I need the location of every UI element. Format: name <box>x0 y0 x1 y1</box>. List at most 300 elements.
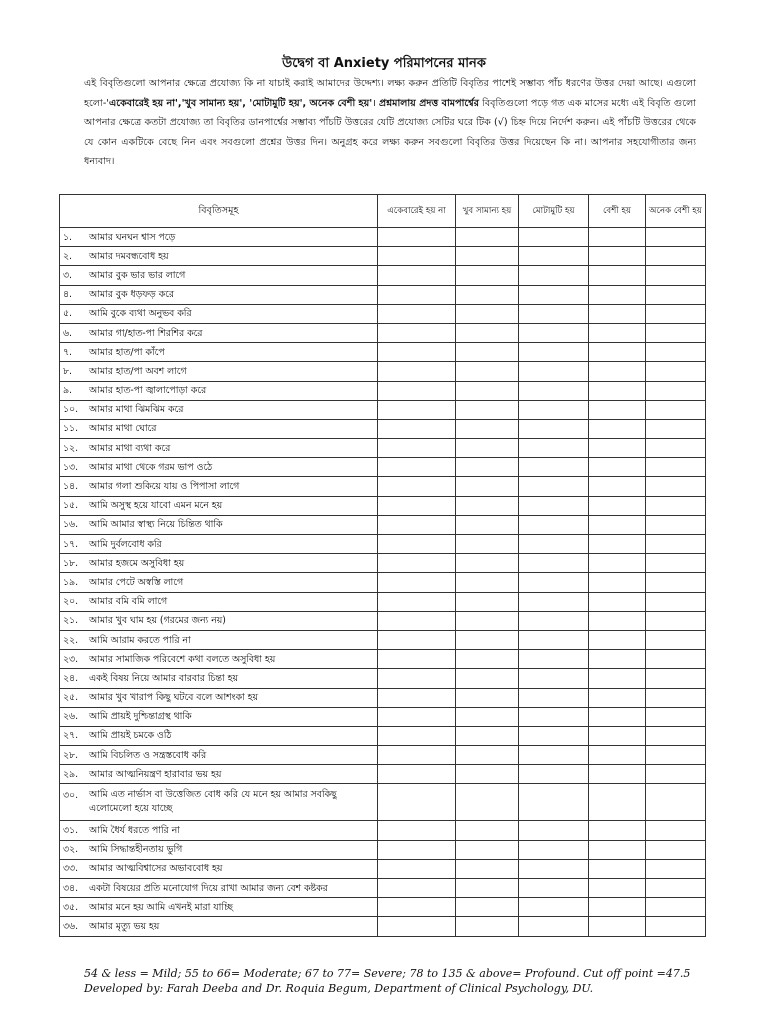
answer-cell-very-little[interactable] <box>456 285 519 304</box>
statement-cell <box>60 917 378 936</box>
answer-cell-much[interactable] <box>589 840 646 859</box>
item-number: ১৫. <box>63 500 79 512</box>
table-row <box>60 650 706 669</box>
statement-cell <box>60 765 378 784</box>
answer-cell-much[interactable] <box>589 400 646 419</box>
table-row <box>60 707 706 726</box>
statement-cell <box>60 879 378 898</box>
answer-cell-not-at-all[interactable] <box>378 496 456 515</box>
answer-cell-not-at-all[interactable] <box>378 400 456 419</box>
footer <box>84 966 690 996</box>
item-number: ২৯. <box>63 768 79 780</box>
answer-cell-not-at-all[interactable] <box>378 592 456 611</box>
answer-cell-moderate[interactable] <box>519 419 589 438</box>
statement-cell <box>60 650 378 669</box>
table-row <box>60 458 706 477</box>
answer-cell-moderate[interactable] <box>519 573 589 592</box>
answer-cell-very-much[interactable] <box>646 535 706 554</box>
item-number: ১৯. <box>63 576 79 588</box>
statement-text: আমি দুর্বলবোধ করি <box>89 538 162 550</box>
answer-cell-much[interactable] <box>589 784 646 821</box>
answer-cell-very-much[interactable] <box>646 630 706 649</box>
answer-cell-not-at-all[interactable] <box>378 840 456 859</box>
statement-text: আমার খুব ঘাম হয় (গরমের জন্য নয়) <box>89 615 226 627</box>
answer-cell-very-little[interactable] <box>456 592 519 611</box>
statement-cell <box>60 266 378 285</box>
table-row <box>60 496 706 515</box>
item-number: ৩৪. <box>63 882 79 894</box>
table-row <box>60 362 706 381</box>
statement-text: আমার খুব খারাপ কিছু ঘটবে বলে আশংকা হয় <box>89 692 258 704</box>
answer-cell-very-much[interactable] <box>646 898 706 917</box>
statement-cell <box>60 419 378 438</box>
answer-cell-very-little[interactable] <box>456 228 519 247</box>
answer-cell-moderate[interactable] <box>519 859 589 878</box>
answer-cell-much[interactable] <box>589 554 646 573</box>
statement-text: আমার বুক ধড়ফড় করে <box>89 289 174 301</box>
answer-cell-moderate[interactable] <box>519 688 589 707</box>
answer-cell-moderate[interactable] <box>519 840 589 859</box>
answer-cell-much[interactable] <box>589 859 646 878</box>
answer-cell-moderate[interactable] <box>519 765 589 784</box>
answer-cell-very-much[interactable] <box>646 496 706 515</box>
answer-cell-very-much[interactable] <box>646 228 706 247</box>
statement-cell <box>60 323 378 342</box>
answer-cell-very-little[interactable] <box>456 247 519 266</box>
table-row <box>60 266 706 285</box>
answer-cell-very-little[interactable] <box>456 515 519 534</box>
answer-cell-not-at-all[interactable] <box>378 707 456 726</box>
answer-cell-not-at-all[interactable] <box>378 266 456 285</box>
item-number: ৩৩. <box>63 863 79 875</box>
item-number: ১৮. <box>63 557 79 569</box>
statement-text: আমি ধৈর্য ধরতে পারি না <box>89 825 180 837</box>
answer-cell-not-at-all[interactable] <box>378 554 456 573</box>
table-row <box>60 898 706 917</box>
answer-cell-not-at-all[interactable] <box>378 650 456 669</box>
statement-text: আমার গলা শুকিয়ে যায় ও পিপাসা লাগে <box>89 481 240 493</box>
instructions <box>84 74 696 172</box>
answer-cell-very-little[interactable] <box>456 707 519 726</box>
statement-cell <box>60 554 378 573</box>
answer-cell-moderate[interactable] <box>519 726 589 745</box>
answer-cell-not-at-all[interactable] <box>378 439 456 458</box>
answer-cell-much[interactable] <box>589 630 646 649</box>
answer-cell-moderate[interactable] <box>519 879 589 898</box>
statement-text: আমার আত্মবিশ্বাসের অভাববোধ হয় <box>89 863 223 875</box>
instructions-text-1: এই বিবৃতিগুলো আপনার ক্ষেত্রে প্রযোজ্য কি না যাচাই করাই আমাদের উদ্দেশ্য। লক্ষ্য করুন প্রতিটি বিবৃতির পাশেই সম্ভাব্য পাঁচ ধরণের উত্তর দেয়া আছে। এগুলো হলো-' <box>84 78 696 109</box>
table-row <box>60 381 706 400</box>
statement-cell <box>60 515 378 534</box>
statement-cell <box>60 688 378 707</box>
answer-cell-very-little[interactable] <box>456 669 519 688</box>
answer-cell-not-at-all[interactable] <box>378 419 456 438</box>
answer-cell-not-at-all[interactable] <box>378 343 456 362</box>
item-number: ২০. <box>63 596 79 608</box>
answer-cell-very-little[interactable] <box>456 496 519 515</box>
header-very-little: খুব সামান্য হয় <box>456 195 519 228</box>
answer-cell-much[interactable] <box>589 515 646 534</box>
answer-cell-not-at-all[interactable] <box>378 515 456 534</box>
answer-cell-very-little[interactable] <box>456 266 519 285</box>
answer-cell-not-at-all[interactable] <box>378 323 456 342</box>
statement-text: আমি প্রায়ই দুশ্চিন্তাগ্রস্থ থাকি <box>89 711 192 723</box>
item-number: ৩৬. <box>63 920 79 932</box>
answer-cell-very-much[interactable] <box>646 707 706 726</box>
answer-cell-much[interactable] <box>589 573 646 592</box>
answer-cell-much[interactable] <box>589 477 646 496</box>
table-row <box>60 573 706 592</box>
statement-cell <box>60 228 378 247</box>
item-number: ২৩. <box>63 653 79 665</box>
statement-cell <box>60 669 378 688</box>
answer-cell-very-much[interactable] <box>646 554 706 573</box>
answer-cell-very-little[interactable] <box>456 879 519 898</box>
table-row <box>60 669 706 688</box>
statement-cell <box>60 496 378 515</box>
answer-cell-moderate[interactable] <box>519 496 589 515</box>
answer-cell-very-much[interactable] <box>646 362 706 381</box>
table-row <box>60 784 706 821</box>
answer-cell-very-much[interactable] <box>646 439 706 458</box>
answer-cell-not-at-all[interactable] <box>378 784 456 821</box>
answer-cell-not-at-all[interactable] <box>378 228 456 247</box>
answer-cell-very-much[interactable] <box>646 515 706 534</box>
item-number: ৫. <box>63 308 72 320</box>
answer-cell-not-at-all[interactable] <box>378 630 456 649</box>
answer-cell-much[interactable] <box>589 821 646 840</box>
answer-cell-much[interactable] <box>589 381 646 400</box>
answer-cell-not-at-all[interactable] <box>378 765 456 784</box>
answer-cell-not-at-all[interactable] <box>378 726 456 745</box>
item-number: ২৫. <box>63 692 79 704</box>
answer-cell-moderate[interactable] <box>519 266 589 285</box>
answer-cell-very-much[interactable] <box>646 726 706 745</box>
answer-cell-very-much[interactable] <box>646 746 706 765</box>
answer-cell-very-much[interactable] <box>646 840 706 859</box>
header-very-much: অনেক বেশী হয় <box>646 195 706 228</box>
answer-cell-very-much[interactable] <box>646 879 706 898</box>
table-row <box>60 343 706 362</box>
statement-text: আমার মাথা ঘোরে <box>89 423 157 435</box>
answer-cell-much[interactable] <box>589 323 646 342</box>
answer-cell-very-little[interactable] <box>456 458 519 477</box>
answer-cell-very-little[interactable] <box>456 859 519 878</box>
statement-cell <box>60 458 378 477</box>
statement-cell <box>60 247 378 266</box>
item-number: ৪. <box>63 289 72 301</box>
answer-cell-moderate[interactable] <box>519 535 589 554</box>
answer-cell-not-at-all[interactable] <box>378 247 456 266</box>
answer-cell-moderate[interactable] <box>519 611 589 630</box>
item-number: ৩০. <box>63 790 79 802</box>
answer-cell-very-much[interactable] <box>646 458 706 477</box>
item-number: ৭. <box>63 346 72 358</box>
statement-cell <box>60 381 378 400</box>
answer-cell-very-much[interactable] <box>646 266 706 285</box>
table-row <box>60 535 706 554</box>
answer-cell-very-little[interactable] <box>456 688 519 707</box>
answer-cell-moderate[interactable] <box>519 477 589 496</box>
statement-cell <box>60 439 378 458</box>
answer-cell-very-little[interactable] <box>456 746 519 765</box>
answer-cell-much[interactable] <box>589 266 646 285</box>
answer-cell-very-little[interactable] <box>456 343 519 362</box>
answer-cell-much[interactable] <box>589 458 646 477</box>
answer-cell-not-at-all[interactable] <box>378 821 456 840</box>
table-body <box>60 228 706 937</box>
statement-text: আমার হাত/পা অবশ লাগে <box>89 365 187 377</box>
answer-cell-much[interactable] <box>589 247 646 266</box>
answer-cell-not-at-all[interactable] <box>378 688 456 707</box>
answer-cell-very-little[interactable] <box>456 821 519 840</box>
answer-cell-not-at-all[interactable] <box>378 285 456 304</box>
table-row <box>60 439 706 458</box>
table-row <box>60 285 706 304</box>
answer-cell-moderate[interactable] <box>519 515 589 534</box>
answer-cell-very-little[interactable] <box>456 726 519 745</box>
answer-cell-very-much[interactable] <box>646 304 706 323</box>
answer-cell-very-little[interactable] <box>456 611 519 630</box>
answer-cell-very-little[interactable] <box>456 784 519 821</box>
answer-cell-much[interactable] <box>589 917 646 936</box>
answer-cell-moderate[interactable] <box>519 381 589 400</box>
answer-cell-not-at-all[interactable] <box>378 859 456 878</box>
answer-cell-moderate[interactable] <box>519 592 589 611</box>
statement-text: আমি এত নার্ভাস বা উত্তেজিত বোধ করি যে মনে হয় আমার সবকিছু এলোমেলো হয়ে যাচ্ছে <box>89 789 337 815</box>
answer-cell-very-little[interactable] <box>456 477 519 496</box>
answer-cell-very-much[interactable] <box>646 669 706 688</box>
answer-cell-very-much[interactable] <box>646 650 706 669</box>
answer-cell-very-little[interactable] <box>456 304 519 323</box>
answer-cell-very-little[interactable] <box>456 323 519 342</box>
answer-cell-very-little[interactable] <box>456 362 519 381</box>
statement-text: আমার পেটে অস্বস্তি লাগে <box>89 576 184 588</box>
answer-cell-moderate[interactable] <box>519 898 589 917</box>
item-number: ১. <box>63 231 72 243</box>
answer-cell-much[interactable] <box>589 765 646 784</box>
table-row <box>60 228 706 247</box>
statement-text: আমার মাথা ব্যথা করে <box>89 442 171 454</box>
table-row <box>60 400 706 419</box>
instructions-emphasis: প্রশ্নমালায় প্রদত্ত বামপার্শ্বের <box>378 97 479 109</box>
answer-cell-much[interactable] <box>589 362 646 381</box>
answer-cell-not-at-all[interactable] <box>378 611 456 630</box>
answer-cell-not-at-all[interactable] <box>378 746 456 765</box>
statement-text: আমি বিচলিত ও সন্ত্রস্তবোধ করি <box>89 749 207 761</box>
answer-cell-much[interactable] <box>589 650 646 669</box>
answer-cell-moderate[interactable] <box>519 247 589 266</box>
table-row <box>60 879 706 898</box>
table-row <box>60 726 706 745</box>
answer-cell-moderate[interactable] <box>519 400 589 419</box>
answer-cell-not-at-all[interactable] <box>378 362 456 381</box>
statement-cell <box>60 898 378 917</box>
answer-cell-moderate[interactable] <box>519 746 589 765</box>
answer-cell-very-much[interactable] <box>646 247 706 266</box>
item-number: ২৮. <box>63 749 79 761</box>
table-row <box>60 554 706 573</box>
table-row <box>60 630 706 649</box>
answer-cell-much[interactable] <box>589 879 646 898</box>
item-number: ১৩. <box>63 461 79 473</box>
answer-cell-much[interactable] <box>589 707 646 726</box>
answer-cell-not-at-all[interactable] <box>378 304 456 323</box>
answer-cell-moderate[interactable] <box>519 821 589 840</box>
answer-cell-very-little[interactable] <box>456 400 519 419</box>
answer-cell-not-at-all[interactable] <box>378 669 456 688</box>
answer-cell-very-little[interactable] <box>456 917 519 936</box>
table-header-row <box>60 195 706 228</box>
answer-cell-moderate[interactable] <box>519 362 589 381</box>
answer-cell-very-little[interactable] <box>456 840 519 859</box>
answer-cell-very-little[interactable] <box>456 419 519 438</box>
answer-cell-very-much[interactable] <box>646 765 706 784</box>
table-row <box>60 304 706 323</box>
answer-cell-moderate[interactable] <box>519 554 589 573</box>
answer-cell-not-at-all[interactable] <box>378 879 456 898</box>
answer-cell-much[interactable] <box>589 439 646 458</box>
answer-cell-very-little[interactable] <box>456 535 519 554</box>
answer-cell-much[interactable] <box>589 496 646 515</box>
answer-cell-very-much[interactable] <box>646 477 706 496</box>
answer-cell-moderate[interactable] <box>519 707 589 726</box>
answer-cell-not-at-all[interactable] <box>378 535 456 554</box>
answer-cell-very-much[interactable] <box>646 400 706 419</box>
statement-cell <box>60 573 378 592</box>
table-row <box>60 611 706 630</box>
item-number: ৮. <box>63 365 72 377</box>
answer-cell-moderate[interactable] <box>519 650 589 669</box>
answer-cell-moderate[interactable] <box>519 323 589 342</box>
answer-cell-much[interactable] <box>589 611 646 630</box>
statement-cell <box>60 535 378 554</box>
answer-cell-very-much[interactable] <box>646 592 706 611</box>
item-number: ৩৫. <box>63 901 79 913</box>
answer-cell-very-little[interactable] <box>456 573 519 592</box>
statement-cell <box>60 285 378 304</box>
answer-cell-moderate[interactable] <box>519 458 589 477</box>
answer-cell-very-much[interactable] <box>646 573 706 592</box>
answer-cell-moderate[interactable] <box>519 439 589 458</box>
answer-cell-very-little[interactable] <box>456 898 519 917</box>
statement-text: একটা বিষয়ের প্রতি মনোযোগ দিয়ে রাখা আমার জন্য বেশ কষ্টকর <box>89 882 328 894</box>
statement-text: আমি আমার স্বাস্থ্য নিয়ে চিন্তিত থাকি <box>89 519 223 531</box>
statement-text: আমার গা/হাত-পা শিরশির করে <box>89 327 203 339</box>
answer-cell-not-at-all[interactable] <box>378 917 456 936</box>
item-number: ২১. <box>63 615 79 627</box>
table-row <box>60 840 706 859</box>
statement-cell <box>60 304 378 323</box>
answer-cell-very-much[interactable] <box>646 859 706 878</box>
answer-cell-not-at-all[interactable] <box>378 381 456 400</box>
statement-text: আমি প্রায়ই চমকে ওঠি <box>89 730 172 742</box>
item-number: ৩১. <box>63 825 79 837</box>
answer-cell-much[interactable] <box>589 746 646 765</box>
statement-text: আমার হাত/পা কাঁপে <box>89 346 165 358</box>
answer-cell-very-little[interactable] <box>456 650 519 669</box>
anxiety-scale-table <box>59 194 706 937</box>
answer-cell-moderate[interactable] <box>519 917 589 936</box>
answer-cell-moderate[interactable] <box>519 669 589 688</box>
header-statements: বিবৃতিসমূহ <box>60 195 378 228</box>
instructions-text-2: । <box>372 97 379 109</box>
answer-cell-very-much[interactable] <box>646 285 706 304</box>
answer-cell-very-much[interactable] <box>646 917 706 936</box>
item-number: ১৭. <box>63 538 79 550</box>
instructions-options: একেবারেই হয় না','খুব সামান্য হয়', 'মোটামুটি হয়', অনেক বেশী হয়' <box>108 97 373 109</box>
answer-cell-much[interactable] <box>589 726 646 745</box>
answer-cell-very-much[interactable] <box>646 784 706 821</box>
statement-text: আমার বুক ভার ভার লাগে <box>89 269 186 281</box>
answer-cell-not-at-all[interactable] <box>378 477 456 496</box>
answer-cell-moderate[interactable] <box>519 228 589 247</box>
statement-text: আমার হজমে অসুবিধা হয় <box>89 557 185 569</box>
answer-cell-much[interactable] <box>589 669 646 688</box>
answer-cell-not-at-all[interactable] <box>378 458 456 477</box>
answer-cell-very-little[interactable] <box>456 439 519 458</box>
statement-text: আমার বমি বমি লাগে <box>89 596 168 608</box>
statement-cell <box>60 477 378 496</box>
answer-cell-much[interactable] <box>589 688 646 707</box>
answer-cell-very-much[interactable] <box>646 323 706 342</box>
statement-text: আমার মাথা ঝিমঝিম করে <box>89 404 184 416</box>
answer-cell-very-little[interactable] <box>456 381 519 400</box>
item-number: ১১. <box>63 423 79 435</box>
table-row <box>60 859 706 878</box>
credit-note: Developed by: Farah Deeba and Dr. Roquia Begum, Department of Clinical Psychology, DU. <box>84 982 594 995</box>
statement-cell <box>60 611 378 630</box>
answer-cell-much[interactable] <box>589 228 646 247</box>
statement-cell <box>60 630 378 649</box>
table-row <box>60 765 706 784</box>
answer-cell-very-much[interactable] <box>646 419 706 438</box>
table-row <box>60 323 706 342</box>
answer-cell-very-little[interactable] <box>456 630 519 649</box>
instructions-text-3: বিবৃতিগুলো পড়ে গত এক মাসের মধ্যে এই বিবৃতি গুলো আপনার ক্ষেত্রে কতটা প্রযোজ্য তা বিবৃতির ডানপার্শ্বের সম্ভাব্য পাঁচটি উত্তরের যেটি প্রযোজ্য সেটির ঘরে টিক (√) চিহ্ন দিয়ে নির্দেশ করুন। এই পাঁচটি উত্তরের থেকে যে কোন একটিকে বেছে নিন এবং সবগুলো প্রশ্নের উত্তর দিন। অনুগ্রহ করে লক্ষ্য করুন সবগুলো বিবৃতির উত্তর দিয়েছেন কি না। আপনার সহযোগীতার জন্য ধন্যবাদ। <box>84 97 696 167</box>
answer-cell-very-much[interactable] <box>646 821 706 840</box>
answer-cell-much[interactable] <box>589 343 646 362</box>
statement-cell <box>60 859 378 878</box>
answer-cell-moderate[interactable] <box>519 343 589 362</box>
statement-cell <box>60 400 378 419</box>
answer-cell-not-at-all[interactable] <box>378 573 456 592</box>
answer-cell-much[interactable] <box>589 304 646 323</box>
answer-cell-moderate[interactable] <box>519 630 589 649</box>
answer-cell-much[interactable] <box>589 419 646 438</box>
table-row <box>60 477 706 496</box>
answer-cell-very-little[interactable] <box>456 765 519 784</box>
item-number: ১৪. <box>63 481 79 493</box>
answer-cell-much[interactable] <box>589 898 646 917</box>
answer-cell-much[interactable] <box>589 535 646 554</box>
answer-cell-moderate[interactable] <box>519 784 589 821</box>
answer-cell-very-much[interactable] <box>646 611 706 630</box>
answer-cell-not-at-all[interactable] <box>378 898 456 917</box>
statement-cell <box>60 784 378 821</box>
answer-cell-very-much[interactable] <box>646 343 706 362</box>
statement-text: একই বিষয় নিয়ে আমার বারবার চিন্তা হয় <box>89 672 238 684</box>
statement-text: আমার আত্মনিয়ন্ত্রণ হারাবার ভয় হয় <box>89 768 222 780</box>
answer-cell-very-much[interactable] <box>646 688 706 707</box>
answer-cell-very-little[interactable] <box>456 554 519 573</box>
statement-cell <box>60 726 378 745</box>
answer-cell-much[interactable] <box>589 592 646 611</box>
answer-cell-very-much[interactable] <box>646 381 706 400</box>
answer-cell-moderate[interactable] <box>519 304 589 323</box>
answer-cell-much[interactable] <box>589 285 646 304</box>
answer-cell-moderate[interactable] <box>519 285 589 304</box>
